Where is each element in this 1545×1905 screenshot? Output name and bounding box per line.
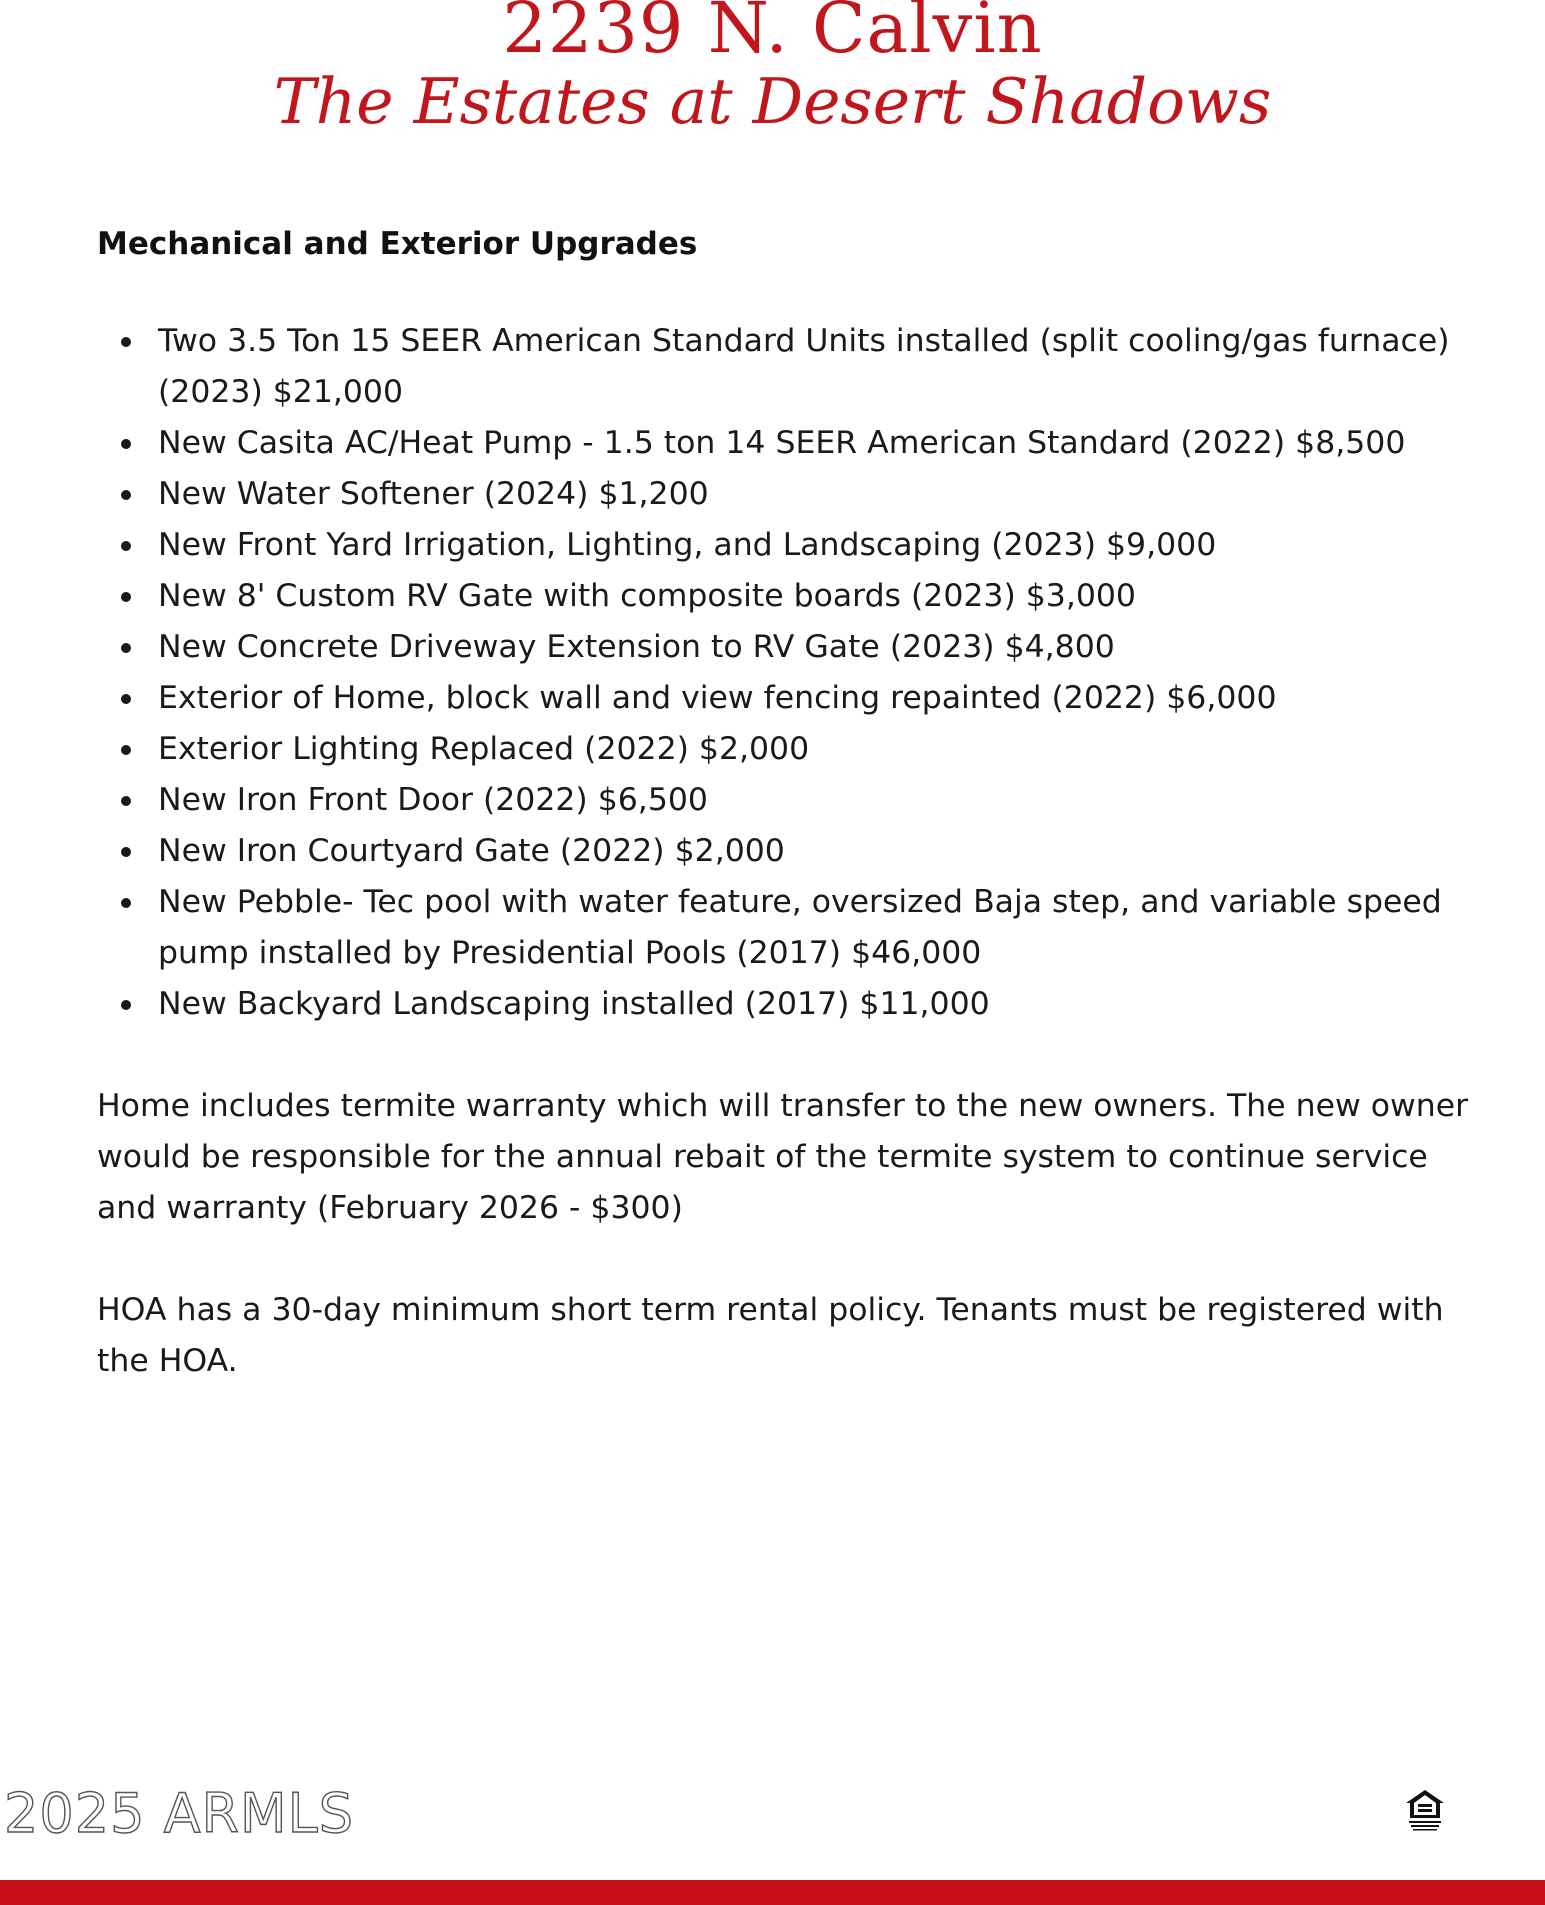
bullet-icon — [121, 745, 131, 755]
bullet-icon — [121, 541, 131, 551]
list-item — [97, 469, 1477, 520]
list-item-text: Exterior Lighting Replaced (2022) $2,000 — [158, 731, 810, 767]
list-item — [97, 775, 1477, 826]
list-item-text: New Iron Front Door (2022) $6,500 — [158, 782, 708, 818]
list-item — [97, 877, 1477, 979]
list-item-text: New Water Softener (2024) $1,200 — [158, 476, 709, 512]
list-item — [97, 571, 1477, 622]
list-item-text: Exterior of Home, block wall and view fencing repainted (2022) $6,000 — [158, 680, 1277, 716]
bullet-icon — [121, 592, 131, 602]
upgrades-list — [97, 316, 1477, 1030]
bullet-icon — [121, 643, 131, 653]
termite-warranty-note: Home includes termite warranty which will transfer to the new owners. The new owner would be responsible for the annual rebait of the termite system to continue service and warranty (February 2026 - $300) — [97, 1088, 1469, 1226]
bullet-icon — [121, 439, 131, 449]
bullet-icon — [121, 1000, 131, 1010]
list-item — [97, 316, 1477, 418]
bullet-icon — [121, 337, 131, 347]
list-item-text: New Iron Courtyard Gate (2022) $2,000 — [158, 833, 785, 869]
community-name: The Estates at Desert Shadows — [273, 65, 1272, 138]
list-item — [97, 724, 1477, 775]
list-item-text: Two 3.5 Ton 15 SEER American Standard Units installed (split cooling/gas furnace) (2023) $21,000 — [158, 323, 1450, 410]
section-heading: Mechanical and Exterior Upgrades — [97, 226, 698, 262]
list-item — [97, 826, 1477, 877]
armls-watermark: 2025 ARMLS — [4, 1782, 355, 1845]
bullet-icon — [121, 847, 131, 857]
list-item — [97, 520, 1477, 571]
list-item — [97, 622, 1477, 673]
bullet-icon — [121, 898, 131, 908]
bottom-accent-bar — [0, 1880, 1545, 1905]
list-item — [97, 979, 1477, 1030]
list-item-text: New Pebble- Tec pool with water feature, oversized Baja step, and variable speed pump installed by Presidential Pools (2017) $46,000 — [158, 884, 1442, 971]
bullet-icon — [121, 796, 131, 806]
list-item-text: New Casita AC/Heat Pump - 1.5 ton 14 SEER American Standard (2022) $8,500 — [158, 425, 1406, 461]
list-item — [97, 418, 1477, 469]
list-item-text: New Concrete Driveway Extension to RV Gate (2023) $4,800 — [158, 629, 1115, 665]
list-item-text: New Backyard Landscaping installed (2017) $11,000 — [158, 986, 990, 1022]
equal-housing-opportunity-icon — [1404, 1788, 1446, 1832]
list-item-text: New Front Yard Irrigation, Lighting, and Landscaping (2023) $9,000 — [158, 527, 1217, 563]
list-item — [97, 673, 1477, 724]
document-body — [97, 220, 1477, 1387]
bullet-icon — [121, 490, 131, 500]
property-address: 2239 N. Calvin — [502, 0, 1043, 69]
hoa-rental-note: HOA has a 30-day minimum short term rental policy. Tenants must be registered with the HOA. — [97, 1292, 1444, 1379]
list-item-text: New 8' Custom RV Gate with composite boards (2023) $3,000 — [158, 578, 1136, 614]
bullet-icon — [121, 694, 131, 704]
